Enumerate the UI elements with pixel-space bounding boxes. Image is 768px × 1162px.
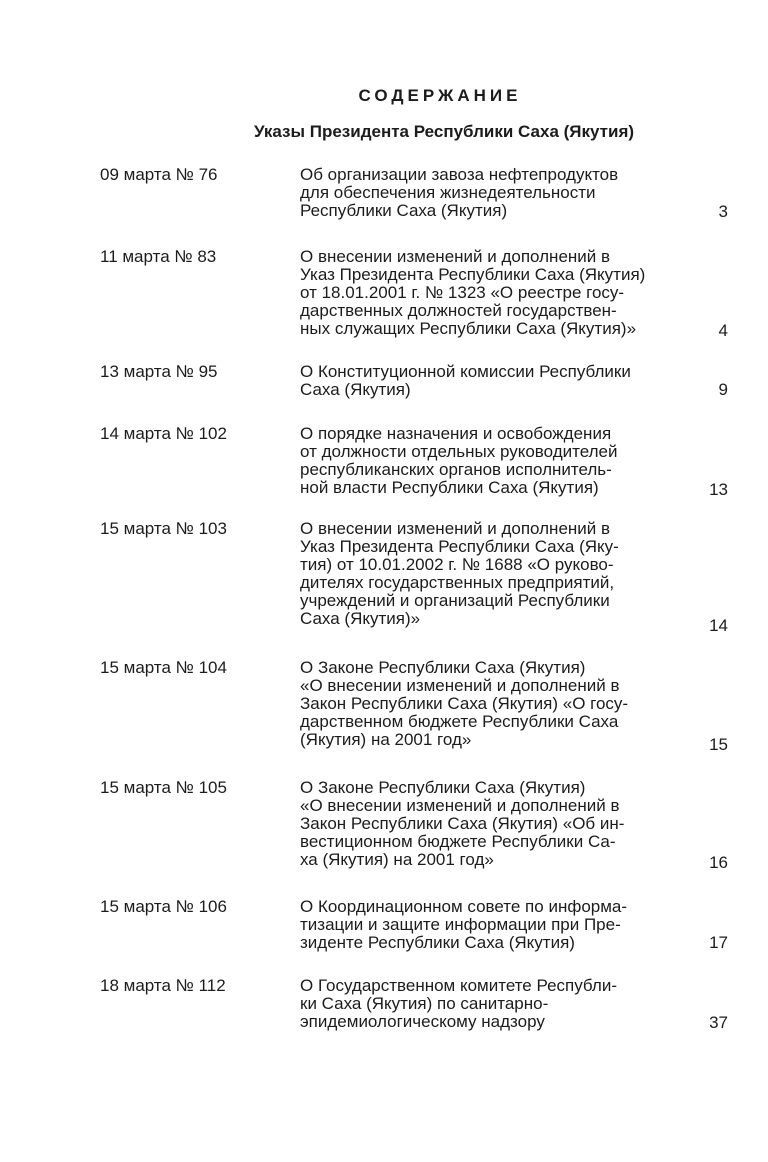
decree-title-line: Республики Саха (Якутия)	[300, 201, 508, 220]
decree-title-line: Саха (Якутия)	[300, 380, 411, 399]
decree-date-number: 15 марта № 103	[100, 519, 227, 538]
decree-date-number: 15 марта № 106	[100, 897, 227, 916]
decree-title-line: от должности отдельных руководителей	[300, 442, 618, 461]
decree-title-line: (Якутия) на 2001 год»	[300, 730, 472, 749]
decree-title-line: дителях государственных предприятий,	[300, 573, 615, 592]
decree-title-line: О Законе Республики Саха (Якутия)	[300, 658, 586, 677]
page-number: 17	[709, 933, 728, 952]
decree-title-line: дарственном бюджете Республики Саха	[300, 712, 619, 731]
section-heading: Указы Президента Республики Саха (Якутия)	[253, 122, 635, 141]
page-title: СОДЕРЖАНИЕ	[358, 86, 522, 105]
decree-title-line: О порядке назначения и освобождения	[300, 424, 612, 443]
decree-title	[300, 977, 700, 1031]
decree-title-line: ха (Якутия) на 2001 год»	[300, 850, 494, 869]
decree-title-line: для обеспечения жизнедеятельности	[300, 183, 596, 202]
decree-date-number: 09 марта № 76	[100, 165, 218, 184]
decree-title-line: тия) от 10.01.2002 г. № 1688 «О руково-	[300, 555, 614, 574]
decree-title-line: вестиционном бюджете Республики Са-	[300, 832, 616, 851]
page-number: 14	[709, 616, 728, 635]
decree-title-line: зиденте Республики Саха (Якутия)	[300, 933, 575, 952]
decree-date-number: 11 марта № 83	[100, 247, 217, 266]
decree-title-line: Закон Республики Саха (Якутия) «Об ин-	[300, 814, 625, 833]
page-number: 37	[709, 1013, 728, 1032]
page-number: 15	[709, 735, 728, 754]
decree-title-line: Указ Президента Республики Саха (Якутия)	[300, 265, 646, 284]
decree-title-line: «О внесении изменений и дополнений в	[300, 796, 620, 815]
decree-title-line: дарственных должностей государствен-	[300, 301, 617, 320]
page-number: 13	[709, 480, 728, 499]
decree-date-number: 14 марта № 102	[100, 424, 227, 443]
decree-title	[300, 779, 700, 869]
decree-title-line: Закон Республики Саха (Якутия) «О госу-	[300, 694, 629, 713]
decree-title-line: ной власти Республики Саха (Якутия)	[300, 478, 599, 497]
decree-title-line: учреждений и организаций Республики	[300, 591, 610, 610]
decree-date-number: 15 марта № 104	[100, 658, 227, 677]
decree-title-line: О Координационном совете по информа-	[300, 897, 628, 916]
decree-title	[300, 363, 700, 399]
decree-title-line: О внесении изменений и дополнений в	[300, 247, 611, 266]
decree-title-line: ных служащих Республики Саха (Якутия)»	[300, 319, 637, 338]
decree-title	[300, 520, 700, 628]
decree-title	[300, 166, 700, 220]
decree-title-line: ки Саха (Якутия) по санитарно-	[300, 994, 549, 1013]
decree-title-line: Указ Президента Республики Саха (Яку-	[300, 537, 619, 556]
decree-title-line: О внесении изменений и дополнений в	[300, 519, 611, 538]
page-number: 3	[718, 202, 728, 221]
page-number: 16	[709, 853, 728, 872]
decree-title	[300, 898, 700, 952]
decree-title-line: «О внесении изменений и дополнений в	[300, 676, 620, 695]
decree-title-line: О Конституционной комиссии Республики	[300, 362, 631, 381]
decree-title-line: тизации и защите информации при Пре-	[300, 915, 621, 934]
decree-title	[300, 659, 700, 749]
decree-date-number: 13 марта № 95	[100, 362, 218, 381]
page-number: 4	[718, 321, 728, 340]
decree-title-line: Об организации завоза нефтепродуктов	[300, 165, 619, 184]
decree-date-number: 15 марта № 105	[100, 778, 227, 797]
decree-title	[300, 425, 700, 497]
decree-title-line: Саха (Якутия)»	[300, 609, 421, 628]
decree-title-line: эпидемиологическому надзору	[300, 1012, 545, 1031]
decree-title-line: О Государственном комитете Республи-	[300, 976, 617, 995]
decree-title-line: республиканских органов исполнитель-	[300, 460, 612, 479]
decree-title-line: от 18.01.2001 г. № 1323 «О реестре госу-	[300, 283, 625, 302]
decree-title-line: О Законе Республики Саха (Якутия)	[300, 778, 586, 797]
page-number: 9	[718, 380, 728, 399]
decree-date-number: 18 марта № 112	[100, 976, 226, 995]
decree-title	[300, 248, 700, 338]
